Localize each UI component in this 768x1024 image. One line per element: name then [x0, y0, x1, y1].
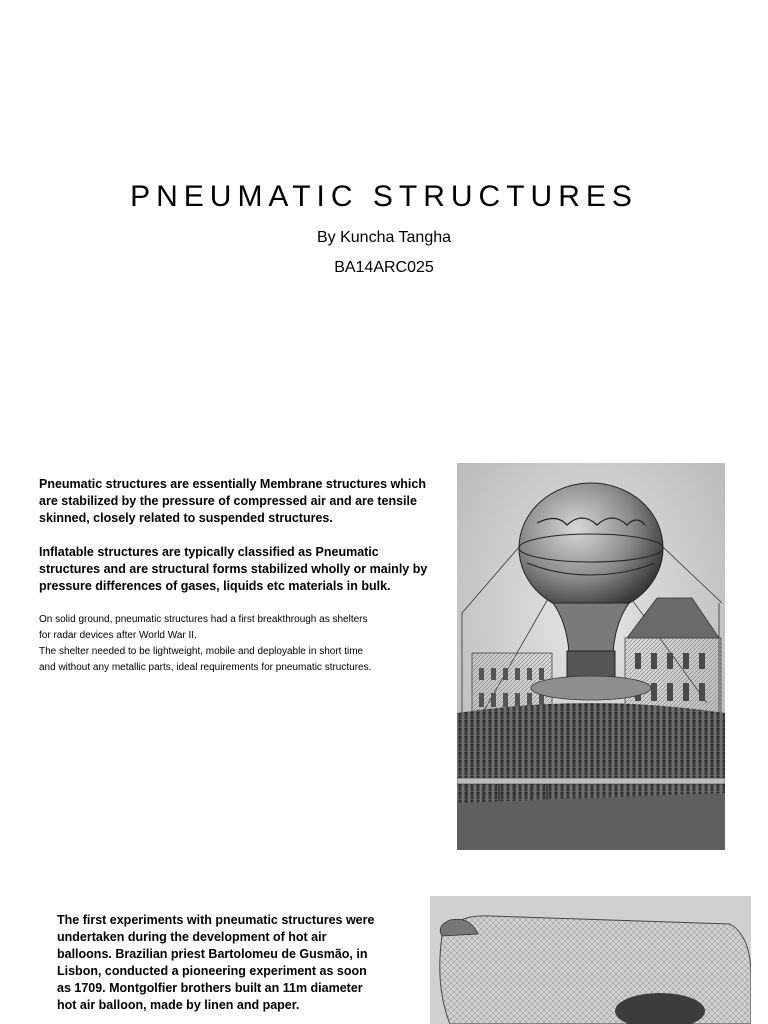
- experiments-paragraph: The first experiments with pneumatic structures were undertaken during the development of hot air balloons. Brazilian priest Bartolomeu de Gusmão, in Lisbon, conducted a pioneering experiment as soon as 1709. Montgolfier brothers built an 11m diameter hot air balloon, made by linen and paper.: [57, 913, 375, 1012]
- history-line: and without any metallic parts, ideal requirements for pneumatic structures.: [39, 662, 372, 673]
- history-line: for radar devices after World War II.: [39, 630, 197, 641]
- balloon-engraving-drawing: [457, 463, 725, 850]
- history-line: The shelter needed to be lightweight, mobile and deployable in short time: [39, 646, 364, 657]
- history-note: [39, 612, 439, 676]
- intro-paragraph: Pneumatic structures are essentially Membrane structures which are stabilized by the pressure of compressed air and are tensile skinned, closely related to suspended structures.: [39, 477, 426, 525]
- student-code: BA14ARC025: [334, 259, 434, 276]
- balloon-engraving-image: [457, 463, 725, 850]
- author-line: By Kuncha Tangha: [316, 229, 452, 246]
- airship-engraving-image: [430, 896, 751, 1024]
- document-title: PNEUMATIC STRUCTURES: [130, 180, 638, 213]
- history-line: On solid ground, pneumatic structures had a first breakthrough as shelters: [39, 614, 368, 625]
- inflatable-paragraph: Inflatable structures are typically classified as Pneumatic structures and are structural forms stabilized wholly or mainly by pressure differences of gases, liquids etc materials in bulk.: [39, 545, 428, 593]
- airship-engraving-drawing: [430, 896, 751, 1024]
